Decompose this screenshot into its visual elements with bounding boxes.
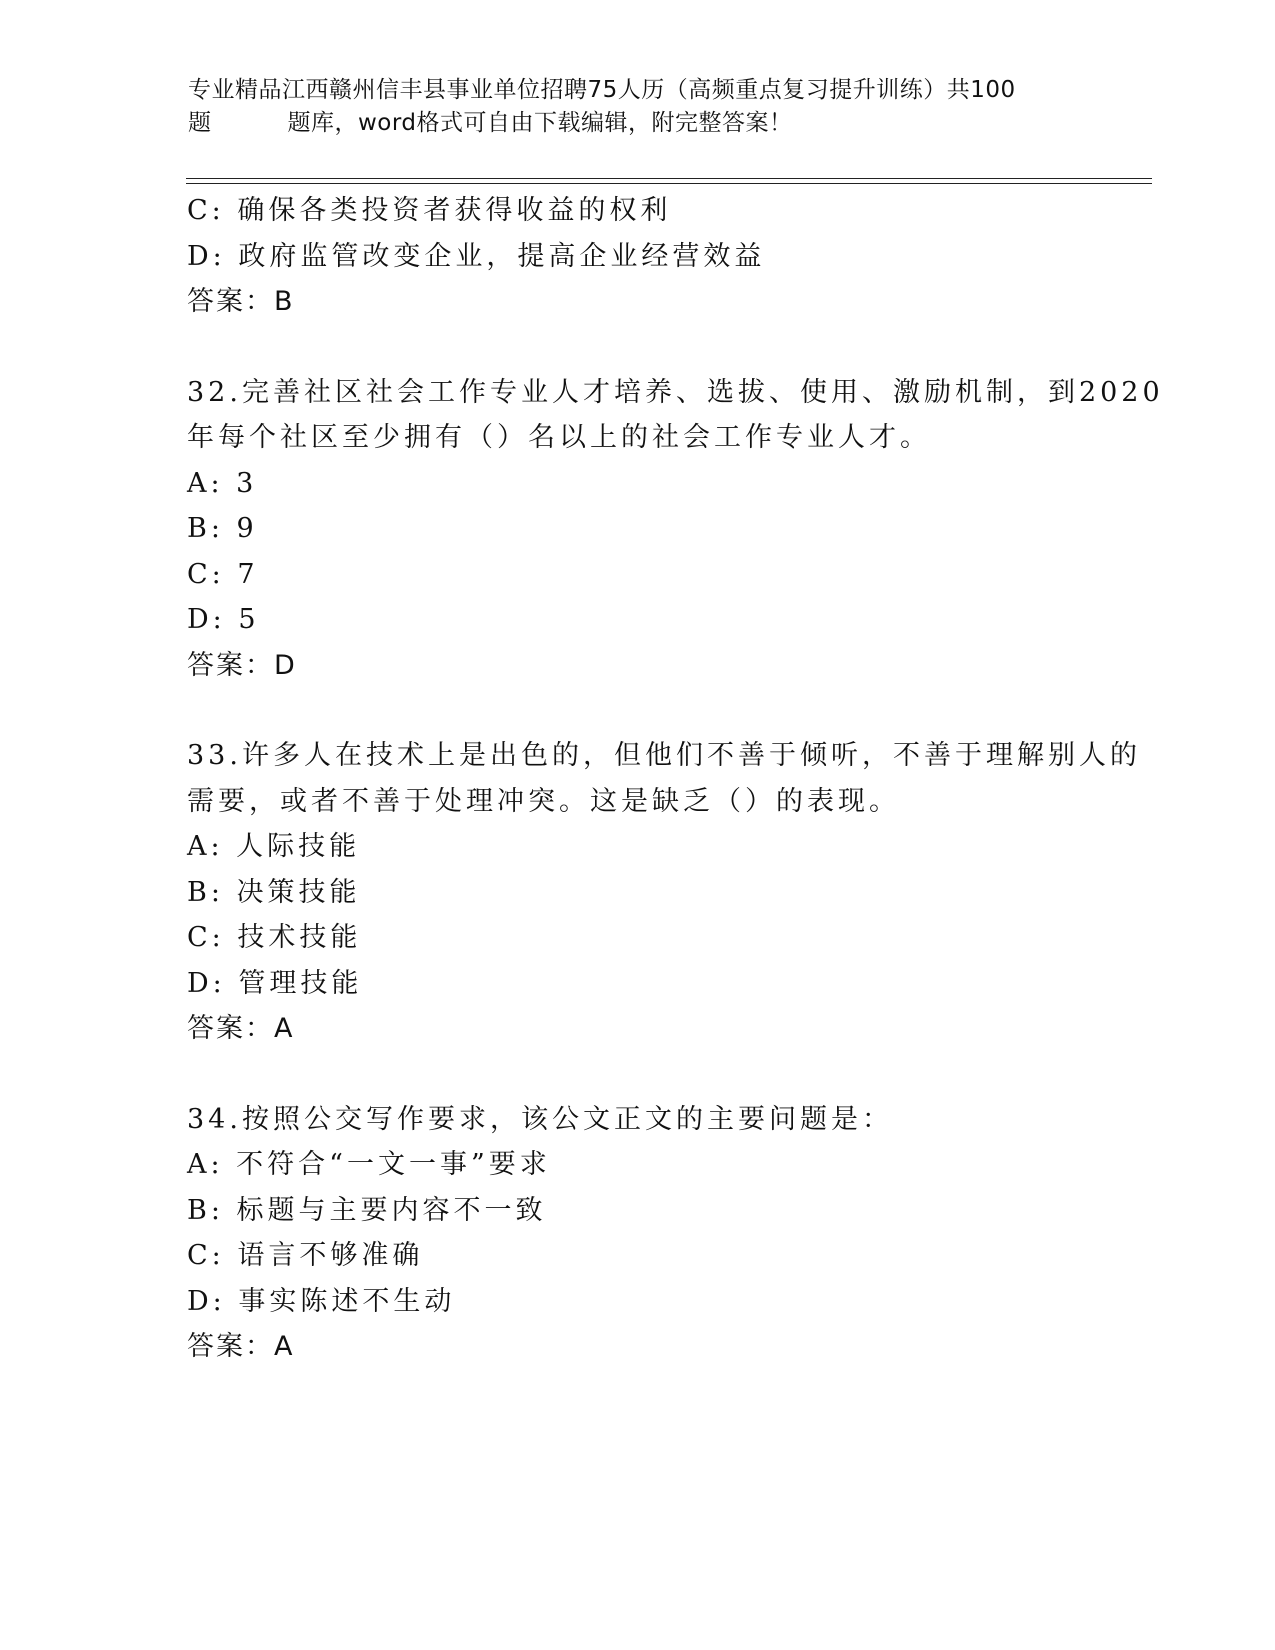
option-d: D: 管理技能 — [187, 967, 363, 999]
question-text: 34.按照公交写作要求，该公文正文的主要问题是： — [187, 1103, 893, 1135]
answer-line: 答案：B — [187, 286, 295, 317]
answer-line: 答案：A — [187, 1013, 295, 1044]
option-a: A: 不符合“一文一事”要求 — [187, 1149, 551, 1180]
question-34 — [187, 1097, 1087, 1370]
question-list — [187, 188, 1164, 1370]
document-header — [188, 74, 1088, 140]
header-title-line-2-start: 题 — [188, 110, 212, 136]
header-divider-bottom — [186, 183, 1152, 184]
header-title-line-2-end: 题库，word格式可自由下载编辑，附完整答案！ — [287, 110, 793, 136]
option-c: C: 7 — [187, 558, 259, 590]
option-a: A: 人际技能 — [187, 831, 361, 862]
previous-question-tail — [187, 188, 1087, 325]
question-33 — [187, 733, 1141, 1052]
option-c: C: 确保各类投资者获得收益的权利 — [187, 195, 672, 226]
question-32 — [187, 370, 1164, 689]
header-title-line-1: 专业精品江西赣州信丰县事业单位招聘75人历（高频重点复习提升训练）共100 — [188, 77, 1016, 103]
option-d: D: 5 — [187, 604, 260, 635]
question-text: 32.完善社区社会工作专业人才培养、选拔、使用、激励机制，到2020 — [187, 376, 1164, 408]
option-b: B: 标题与主要内容不一致 — [187, 1194, 547, 1226]
question-text-continued: 年每个社区至少拥有（）名以上的社会工作专业人才。 — [187, 422, 931, 453]
option-d: D: 事实陈述不生动 — [187, 1285, 456, 1317]
answer-line: 答案：D — [187, 649, 297, 681]
question-text: 33.许多人在技术上是出色的，但他们不善于倾听，不善于理解别人的 — [187, 740, 1141, 771]
header-divider-top — [186, 178, 1152, 179]
option-b: B: 决策技能 — [187, 876, 361, 908]
option-c: C: 技术技能 — [187, 922, 362, 953]
header-title-line-2 — [188, 107, 1088, 140]
option-a: A: 3 — [187, 467, 258, 499]
option-b: B: 9 — [187, 513, 258, 544]
answer-line: 答案：A — [187, 1331, 295, 1362]
question-text-continued: 需要，或者不善于处理冲突。这是缺乏（）的表现。 — [187, 785, 900, 817]
option-c: C: 语言不够准确 — [187, 1240, 424, 1271]
option-d: D: 政府监管改变企业，提高企业经营效益 — [187, 240, 766, 272]
